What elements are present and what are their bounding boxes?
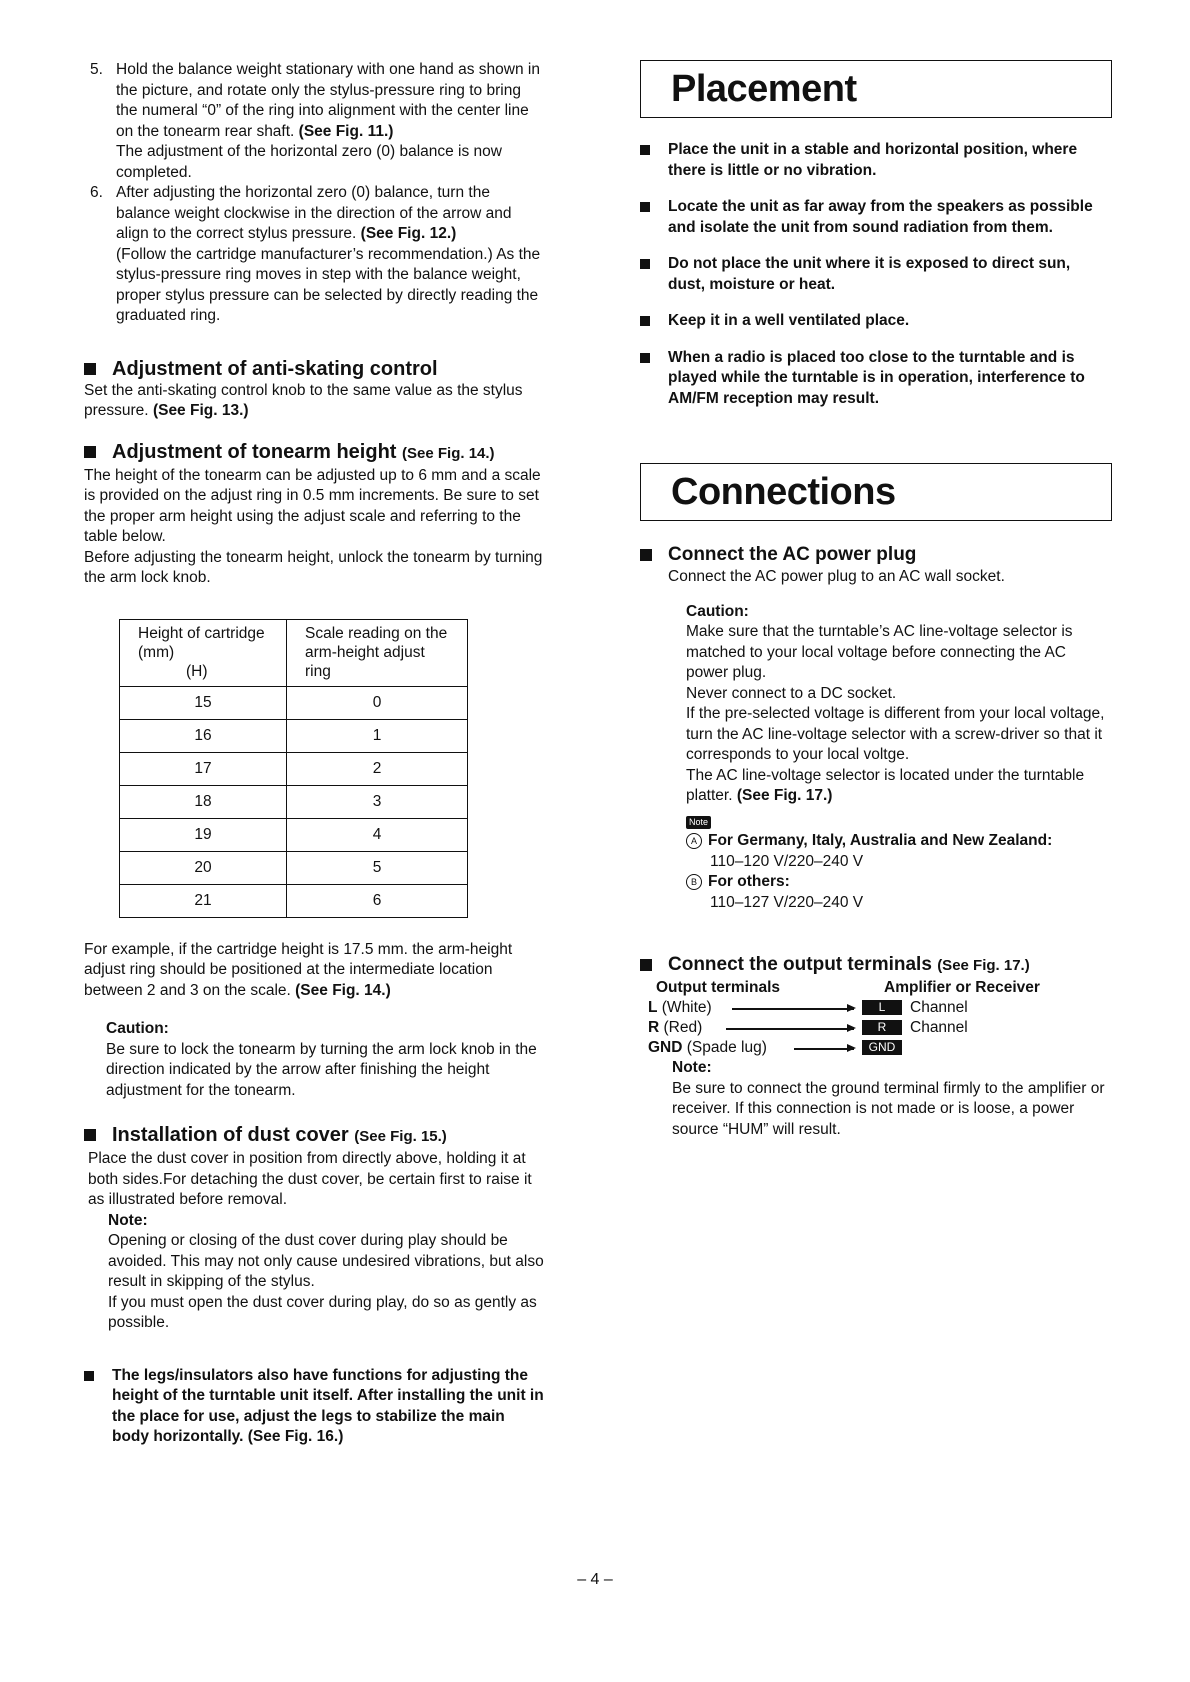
caution-label: Caution: [686,602,749,620]
height-table [119,619,468,918]
step-number: 5. [90,61,103,78]
column-header: Amplifier or Receiver [884,979,1040,996]
table-row: 20 5 [120,851,468,884]
terminal-row-right: R (Red) R Channel [648,1018,1110,1038]
terminal-row-left: L (White) L Channel [648,998,1110,1018]
step-5 [84,60,544,183]
right-column [640,60,1110,1140]
column-header: Output terminals [656,979,781,996]
bullet-square-icon [84,446,96,458]
bullet-square-icon [640,202,650,212]
terminal-row-ground: GND (Spade lug) GND [648,1038,1110,1058]
dustcover-heading: Installation of dust cover (See Fig. 15.) [84,1123,544,1149]
step-text: After adjusting the horizontal zero (0) balance, turn the balance weight clockwise in the direction of the arrow and align to the correct stylus pressure. [116,184,512,242]
step-6 [84,183,544,327]
table-row: 21 6 [120,884,468,917]
channel-label: Channel [910,1019,968,1036]
channel-chip-r: R [862,1020,902,1035]
table-row: 18 3 [120,785,468,818]
tonearm-paragraph-1: The height of the tonearm can be adjusted up to 6 mm and a scale is provided on the adjust ring in 0.5 mm increments. Be sure to set the proper arm height using the adjust scale and referring to the table below. [84,466,541,545]
dustcover-text: Place the dust cover in position from directly above, holding it at both sides.For detaching the dust cover, be certain first to raise it as illustrated before removal. [88,1150,532,1208]
note-text: Be sure to connect the ground terminal firmly to the amplifier or receiver. If this connection is not made or is loose, a power source “HUM” will result. [672,1079,1105,1138]
table-row: 19 4 [120,818,468,851]
placement-title-box [640,60,1112,118]
channel-chip-l: L [862,1000,902,1015]
caution-text: Never connect to a DC socket. [686,684,897,702]
voltage-option-a: A For Germany, Italy, Australia and New Zealand: [686,831,1110,852]
note-text: Opening or closing of the dust cover during play should be avoided. This may not only cause undesired vibrations, but also result in skipping of the stylus. [108,1232,544,1290]
bullet-square-icon [640,316,650,326]
legs-bullet: The legs/insulators also have functions for adjusting the height of the turntable unit itself. After installing the unit in the place for use, adjust the legs to stabilize the main body horizontally. (See Fig. 16.) [84,1366,544,1448]
table-header-cell: Height of cartridge (mm) (H) [120,619,287,686]
table-row: 15 0 [120,686,468,719]
channel-chip-gnd: GND [862,1040,902,1055]
tonearm-paragraph-2: Before adjusting the tonearm height, unlock the tonearm by turning the arm lock knob. [84,548,543,586]
placement-item: Keep it in a well ventilated place. [640,311,1110,332]
table-header-row [120,619,468,686]
bullet-square-icon [84,1371,94,1381]
figure-reference: (See Fig. 13.) [152,402,249,419]
figure-reference: (See Fig. 14.) [402,444,495,462]
voltage-value: 110–127 V/220–240 V [710,893,864,911]
table-row: 17 2 [120,752,468,785]
connections-title: Connections [671,471,896,513]
placement-item: When a radio is placed too close to the turntable and is played while the turntable is in operation, interference to AM/FM reception may result. [640,348,1110,410]
example-text: For example, if the cartridge height is 17.5 mm. the arm-height adjust ring should be positioned at the intermediate location between 2 and 3 on the scale. (See Fig. 14.) [84,940,513,999]
placement-title: Placement [671,68,857,110]
circled-a-icon: A [686,833,702,849]
channel-label: Channel [910,999,968,1016]
figure-reference: (See Fig. 11.) [298,122,394,140]
figure-reference: (See Fig. 17.) [937,957,1030,974]
page-number: – 4 – [577,1571,613,1588]
bullet-square-icon [640,353,650,363]
placement-item: Do not place the unit where it is exposed to direct sun, dust, moisture or heat. [640,254,1110,295]
arrow-right-icon [726,1028,854,1030]
bullet-square-icon [640,549,652,561]
voltage-value: 110–120 V/220–240 V [710,852,864,870]
placement-item: Place the unit in a stable and horizontal position, where there is little or no vibration. [640,140,1110,181]
figure-reference: (See Fig. 15.) [354,1128,447,1145]
table-header-cell: Scale reading on the arm-height adjust ring [287,619,468,686]
antiskating-text: Set the anti-skating control knob to the same value as the stylus pressure. (See Fig. 13.) [84,381,523,419]
figure-reference: (See Fig. 12.) [360,225,457,242]
figure-reference: (See Fig. 14.) [295,981,391,999]
arrow-right-icon [794,1048,854,1050]
placement-item: Locate the unit as far away from the speakers as possible and isolate the unit from sound radiation from them. [640,197,1110,238]
voltage-option-b: B For others: [686,872,1110,893]
left-column [84,60,544,1448]
caution-text: The AC line-voltage selector is located under the turntable platter. (See Fig. 17.) [686,766,1085,804]
step-followup: The adjustment of the horizontal zero (0) balance is now completed. [116,143,502,181]
bullet-square-icon [84,363,96,375]
dustcover-note [84,1211,544,1334]
terminal-diagram [640,978,1110,1140]
connections-title-box [640,463,1112,521]
step-number: 6. [90,184,103,201]
circled-b-icon: B [686,874,702,890]
bullet-square-icon [84,1129,96,1141]
step-followup: (Follow the cartridge manufacturer’s recommendation.) As the stylus-pressure ring moves in step with the balance weight, proper stylus pressure can be selected by directly reading the graduated ring. [116,245,541,324]
bullet-square-icon [640,145,650,155]
tonearm-caution [84,1019,544,1101]
terminal-header-row [648,978,1110,998]
note-label: Note: [672,1059,712,1076]
caution-text: Be sure to lock the tonearm by turning the arm lock knob in the direction indicated by the arrow after finishing the height adjustment for the tonearm. [106,1040,537,1099]
ac-caution [640,602,1110,914]
ac-power-text: Connect the AC power plug to an AC wall socket. [668,568,1005,585]
ac-power-heading: Connect the AC power plug [640,543,1110,567]
output-note [648,1058,1110,1140]
caution-label: Caution: [106,1020,169,1037]
arrow-right-icon [732,1008,854,1010]
figure-reference: (See Fig. 17.) [736,787,833,804]
caution-text: If the pre-selected voltage is different from your local voltage, turn the AC line-voltage selector with a screw-driver so that it corresponds to your local voltge. [686,705,1105,763]
bullet-square-icon [640,259,650,269]
table-row: 16 1 [120,719,468,752]
antiskating-heading: Adjustment of anti-skating control [84,357,544,381]
output-terminals-heading: Connect the output terminals (See Fig. 17.) [640,953,1110,978]
caution-text: Make sure that the turntable’s AC line-voltage selector is matched to your local voltage before connecting the AC power plug. [686,623,1073,681]
step-text: Hold the balance weight stationary with one hand as shown in the picture, and rotate only the stylus-pressure ring to bring the numeral “0” of the ring into alignment with the center line on the tonearm rear shaft. [116,61,540,140]
bullet-square-icon [640,959,652,971]
note-badge: Note [686,816,711,829]
note-text: If you must open the dust cover during play, do so as gently as possible. [108,1293,537,1331]
note-label: Note: [108,1211,148,1229]
tonearm-heading: Adjustment of tonearm height (See Fig. 14.) [84,440,544,466]
